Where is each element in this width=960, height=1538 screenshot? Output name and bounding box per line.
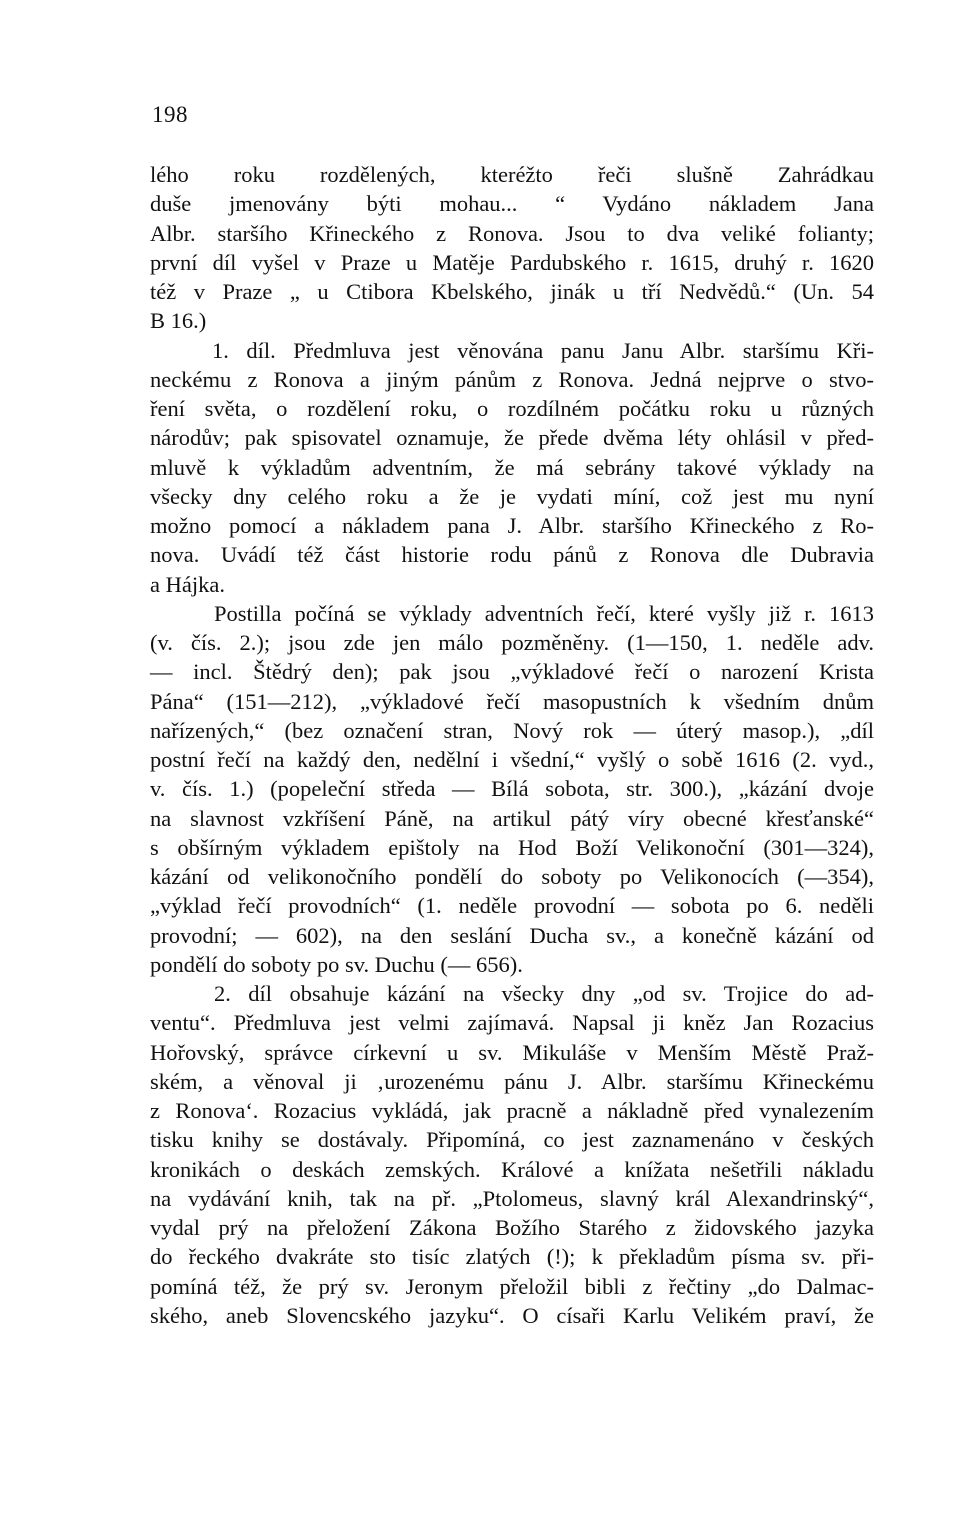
text-line: s obšírným výkladem epištoly na Hod Boží Velikonoční (301—324), <box>150 834 874 860</box>
text-line: do řeckého dvakráte sto tisíc zlatých (!); k překladům písma sv. při- <box>150 1244 874 1270</box>
text-line: neckému z Ronova a jiným pánům z Ronova. Jedná nejprve o stvo- <box>150 366 874 392</box>
text-line: duše jmenovány býti mohau... “ Vydáno nákladem Jana <box>150 191 874 217</box>
text-line: kronikách o deskách zemských. Králové a knížata nešetřili nákladu <box>150 1156 874 1182</box>
text-line: pomíná též, že prý sv. Jeronym přeložil bibli z řečtiny „do Dalmac- <box>150 1273 874 1299</box>
text-line: — incl. Štědrý den); pak jsou „výkladové řečí o narození Krista <box>150 659 874 685</box>
text-line: „výklad řečí provodních“ (1. neděle provodní — sobota po 6. neděli <box>150 893 874 919</box>
text-line: ření světa, o rozdělení roku, o rozdílném počátku roku u různých <box>150 396 874 421</box>
text-line: Albr. staršího Křineckého z Ronova. Jsou to dva veliké folianty; <box>150 220 874 246</box>
text-line: lého roku rozdělených, kteréžto řeči slušně Zahrádkau <box>150 162 874 187</box>
page-number: 198 <box>152 102 188 127</box>
text-line: vydal prý na přeložení Zákona Božího Starého z židovského jazyka <box>150 1215 874 1240</box>
body-text <box>150 160 874 1330</box>
text-line: 2. díl obsahuje kázání na všecky dny „od sv. Trojice do ad- <box>214 981 874 1006</box>
text-line: národův; pak spisovatel oznamuje, že přede dvěma léty ohlásil v před- <box>150 425 874 451</box>
text-line: možno pomocí a nákladem pana J. Albr. staršího Křineckého z Ro- <box>150 513 874 538</box>
text-line: všecky dny celého roku a že je vydati míní, což jest mu nyní <box>150 483 874 509</box>
text-line: v. čís. 1.) (popeleční středa — Bílá sobota, str. 300.), „kázání dvoje <box>150 776 874 802</box>
text-line: (v. čís. 2.); jsou zde jen málo pozměněny. (1—150, 1. neděle adv. <box>150 630 874 655</box>
text-line: Hořovský, správce církevní u sv. Mikuláše v Menším Městě Praž- <box>150 1039 874 1065</box>
text-line: postní řečí na každý den, nedělní i všední,“ vyšlý o sobě 1616 (2. vyd., <box>150 747 874 772</box>
text-line: Postilla počíná se výklady adventních řečí, které vyšly již r. 1613 <box>214 600 874 626</box>
text-line: nařízených,“ (bez označení stran, Nový rok — úterý masop.), „díl <box>150 717 874 743</box>
text-line: 1. díl. Předmluva jest věnována panu Janu Albr. staršímu Kři- <box>212 337 874 363</box>
text-line: též v Praze „ u Ctibora Kbelského, jinák u tří Nedvědů.“ (Un. 54 <box>150 279 874 304</box>
text-line: první díl vyšel v Praze u Matěje Pardubského r. 1615, druhý r. 1620 <box>150 249 874 275</box>
text-line: ského, aneb Slovencského jazyku“. O císaři Karlu Velikém praví, že <box>150 1302 874 1328</box>
text-line: na slavnost vzkříšení Páně, na artikul pátý víry obecné křesťanské“ <box>150 805 874 831</box>
text-line: a Hájka. <box>150 571 225 597</box>
text-line: ventu“. Předmluva jest velmi zajímavá. Napsal ji kněz Jan Rozacius <box>150 1010 874 1036</box>
text-line: provodní; — 602), na den seslání Ducha sv., a konečně kázání od <box>150 922 874 948</box>
text-line: tisku knihy se dostávaly. Připomíná, co jest zaznamenáno v českých <box>150 1127 874 1153</box>
text-line: ském, a věnoval ji ‚urozenému pánu J. Albr. staršímu Křineckému <box>150 1068 874 1094</box>
text-line: nova. Uvádí též část historie rodu pánů z Ronova dle Dubravia <box>150 542 874 568</box>
text-line: Pána“ (151—212), „výkladové řečí masopustních k všedním dnům <box>150 688 874 714</box>
text-line: mluvě k výkladům adventním, že má sebrány takové výklady na <box>150 454 874 480</box>
text-line: B 16.) <box>150 308 207 334</box>
text-line: z Ronova‘. Rozacius vykládá, jak pracně a nákladně před vynalezením <box>150 1098 874 1123</box>
text-line: kázání od velikonočního pondělí do soboty po Velikonocích (—354), <box>150 864 874 889</box>
text-line: pondělí do soboty po sv. Duchu (— 656). <box>150 951 523 977</box>
text-line: na vydávání knih, tak na př. „Ptolomeus, slavný král Alexandrinský“, <box>150 1185 874 1211</box>
